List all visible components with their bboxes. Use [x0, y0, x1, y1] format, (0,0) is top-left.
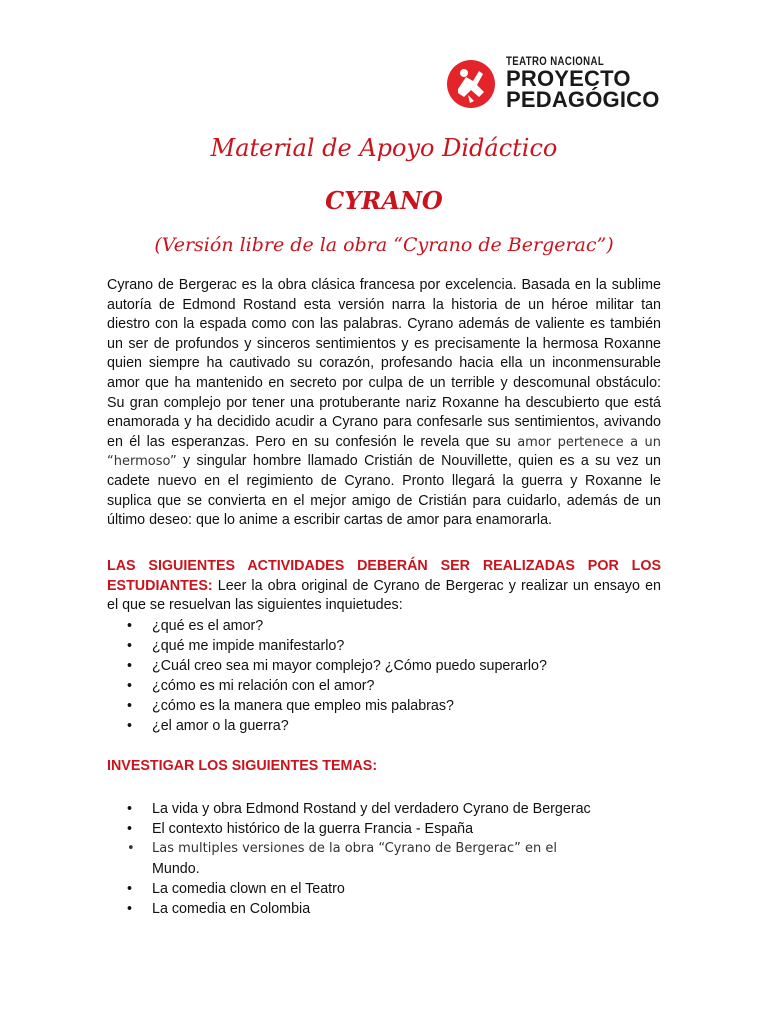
- list-item-continuation: Mundo.: [152, 861, 200, 877]
- list-item: • ¿qué me impide manifestarlo?: [107, 636, 661, 656]
- list-item: • El contexto histórico de la guerra Francia - España: [107, 819, 661, 839]
- activities-intro-text: Leer la obra original de Cyrano de Bergerac y realizar un ensayo en el que se resuelvan las siguientes inquietudes:: [107, 577, 661, 614]
- list-item: • La comedia en Colombia: [107, 899, 661, 919]
- activities-heading: LAS SIGUIENTES ACTIVIDADES DEBERÁN SER REALIZADAS POR LOS ESTUDIANTES:: [107, 558, 661, 594]
- list-item: • La comedia clown en el Teatro: [107, 879, 661, 899]
- list-item: • La vida y obra Edmond Rostand y del verdadero Cyrano de Bergerac: [107, 799, 661, 819]
- list-item: • Las multiples versiones de la obra “Cyrano de Bergerac” en el: [107, 839, 661, 859]
- topics-list: [107, 799, 661, 859]
- list-item: • ¿qué es el amor?: [107, 616, 661, 636]
- logo-text-small: TEATRO NACIONAL: [506, 54, 605, 68]
- list-item: • ¿cómo es la manera que empleo mis palabras?: [107, 696, 661, 716]
- play-subtitle: (Versión libre de la obra “Cyrano de Bergerac”): [154, 234, 614, 256]
- logo-text-line-2: PEDAGÓGICO: [506, 87, 660, 112]
- play-title: CYRANO: [325, 186, 443, 215]
- synopsis-text-1: Cyrano de Bergerac es la obra clásica francesa por excelencia. Basada en la sublime autoría de Edmond Rostand esta versión narra la historia de un héroe militar tan diestro con la espada como con las palabras. Cyrano además de valiente es también un ser de profundos y sinceros sentimientos y es precisamente la hermosa Roxanne quien siempre ha cautivado su corazón, profesando hacia ella un inconmensurable amor que ha mantenido en secreto por culpa de un terrible y descomunal obstáculo: Su gran complejo por tener una protuberante nariz Roxanne ha descubierto que está enamorada y ha decidido acudir a Cyrano para confesarle sus sentimientos, avivando en él las esperanzas. Pero en su confesión le revela que su: [107, 277, 661, 450]
- questions-list: [107, 616, 661, 736]
- synopsis-text-2: amor pertenece a un “hermoso”: [107, 434, 662, 470]
- document-title: Material de Apoyo Didáctico: [210, 134, 558, 162]
- research-section: [107, 757, 661, 919]
- synopsis-text-3: y singular hombre llamado Cristián de Nouvillette, quien es a su vez un cadete nuevo en el regimiento de Cyrano. Pronto llegará la guerra y Roxanne le suplica que se convierta en el mejor amigo de Cristián para cuidarlo, además de un último deseo: que lo anime a escribir cartas de amor para enamorarla.: [107, 453, 661, 529]
- logo-figure-icon: [446, 59, 496, 109]
- list-item: • ¿cómo es mi relación con el amor?: [107, 676, 661, 696]
- research-heading: INVESTIGAR LOS SIGUIENTES TEMAS:: [107, 758, 378, 774]
- topics-list-continued: [107, 879, 661, 919]
- synopsis-paragraph: [107, 276, 661, 531]
- activities-intro: [107, 557, 661, 616]
- activities-section: [107, 557, 661, 736]
- logo-text-line-1: PROYECTO: [506, 66, 631, 91]
- list-item: • ¿el amor o la guerra?: [107, 716, 661, 736]
- teatro-nacional-logo: [446, 54, 666, 118]
- list-item: • ¿Cuál creo sea mi mayor complejo? ¿Cómo puedo superarlo?: [107, 656, 661, 676]
